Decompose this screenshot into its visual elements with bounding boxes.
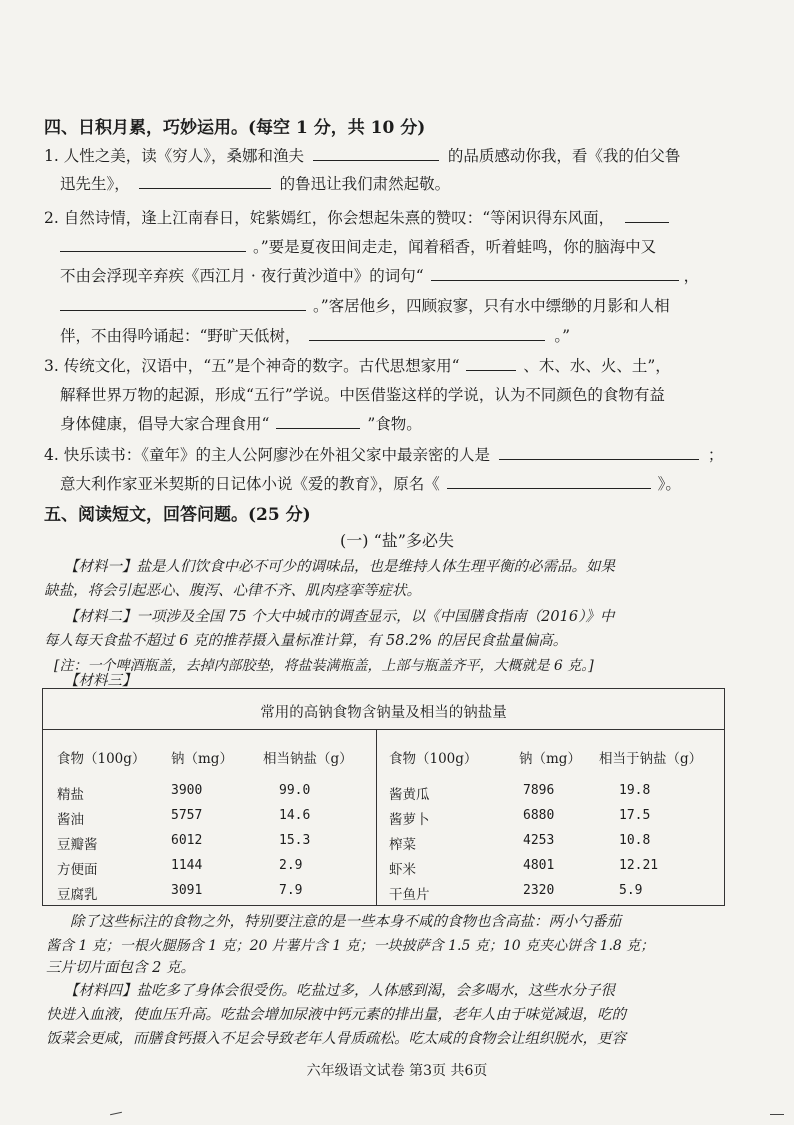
- header-salt-right: 相当于钠盐（g）: [599, 751, 703, 767]
- question-3-line-3: [60, 413, 422, 435]
- row-5-food-right: 干鱼片: [389, 887, 430, 903]
- row-4-food-right: 虾米: [389, 862, 416, 878]
- sodium-table: [42, 688, 725, 906]
- row-2-salt-right: 17.5: [619, 808, 651, 823]
- q4-text-b: ；: [707, 446, 724, 464]
- row-2-salt-left: 14.6: [279, 808, 311, 823]
- question-2-line-4: [60, 295, 670, 317]
- q4-text-c: 意大利作家亚米契斯的日记体小说《爱的教育》，原名《: [60, 475, 440, 493]
- row-5-sodium-left: 3091: [171, 883, 203, 898]
- header-food-right: 食物（100g）: [389, 751, 478, 767]
- question-1-line-2: [60, 173, 450, 195]
- q3-blank-1[interactable]: [466, 356, 516, 371]
- q2-blank-1a[interactable]: [625, 208, 669, 223]
- q1-blank-2[interactable]: [139, 174, 271, 189]
- q2-blank-2a[interactable]: [431, 266, 679, 281]
- section-5-heading: 五、阅读短文，回答问题。(25 分): [44, 505, 311, 525]
- q4-text-d: 》。: [657, 475, 681, 493]
- q1-text-b: 的品质感动你我，看《我的伯父鲁: [447, 147, 681, 165]
- material-2-line-1: 【材料二】一项涉及全国 75 个大中城市的调查显示，以《中国膳食指南（2016）》中: [64, 609, 615, 625]
- row-3-food-right: 榨菜: [389, 837, 416, 853]
- row-5-salt-right: 5.9: [619, 883, 643, 898]
- q1-blank-1[interactable]: [313, 146, 439, 161]
- row-3-salt-left: 15.3: [279, 833, 311, 848]
- row-3-sodium-right: 4253: [523, 833, 555, 848]
- row-1-sodium-left: 3900: [171, 783, 203, 798]
- q2-blank-2b[interactable]: [60, 296, 306, 311]
- paragraph-line-2: 酱含 1 克；一根火腿肠含 1 克；20 片薯片含 1 克；一块披萨含 1.5 克；10 克夹心饼含 1.8 克；: [46, 938, 655, 954]
- q2-text-a: 2. 自然诗情，逢上江南春日，姹紫嫣红，你会想起朱熹的赞叹：“等闲识得东风面，: [44, 209, 615, 227]
- row-5-salt-left: 7.9: [279, 883, 303, 898]
- q2-text-c: 不由会浮现辛弃疾《西江月 · 夜行黄沙道中》的词句“: [60, 267, 424, 285]
- question-2-line-1: [44, 207, 669, 229]
- row-2-sodium-right: 6880: [523, 808, 555, 823]
- q3-text-d: 身体健康，倡导大家合理食用“: [60, 415, 270, 433]
- row-4-salt-right: 12.21: [619, 858, 659, 873]
- q2-blank-1b[interactable]: [60, 237, 246, 252]
- question-3-line-1: [44, 355, 671, 377]
- q2-text-b: 。”要是夏夜田间走走，闻着稻香，听着蛙鸣，你的脑海中又: [252, 238, 657, 256]
- question-4-line-2: [60, 473, 681, 495]
- material-3-label: 【材料三】: [64, 673, 137, 689]
- row-5-food-left: 豆腐乳: [57, 887, 98, 903]
- passage-title: (一) “盐”多必失: [340, 531, 454, 550]
- row-1-salt-right: 19.8: [619, 783, 651, 798]
- row-1-sodium-right: 7896: [523, 783, 555, 798]
- q3-blank-2[interactable]: [276, 414, 360, 429]
- header-sodium-right: 钠（mg）: [519, 751, 581, 767]
- row-1-salt-left: 99.0: [279, 783, 311, 798]
- row-1-food-left: 精盐: [57, 787, 84, 803]
- material-1-line-2: 缺盐，将会引起恶心、腹泻、心律不齐、肌肉痉挛等症状。: [44, 583, 421, 599]
- row-1-food-right: 酱黄瓜: [389, 787, 430, 803]
- q2-blank-3[interactable]: [309, 326, 545, 341]
- material-4-line-1: 【材料四】盐吃多了身体会很受伤。吃盐过多，人体感到渴，会多喝水，这些水分子很: [64, 983, 615, 999]
- table-title: 常用的高钠食物含钠量及相当的钠盐量: [260, 705, 507, 721]
- header-food-left: 食物（100g）: [57, 751, 146, 767]
- q4-text-a: 4. 快乐读书：《童年》的主人公阿廖沙在外祖父家中最亲密的人是: [44, 446, 490, 464]
- row-5-sodium-right: 2320: [523, 883, 555, 898]
- row-2-food-right: 酱萝卜: [389, 812, 430, 828]
- row-2-sodium-left: 5757: [171, 808, 203, 823]
- row-4-sodium-left: 1144: [171, 858, 203, 873]
- note-line: [注：一个啤酒瓶盖，去掉内部胶垫，将盐装满瓶盖，上部与瓶盖齐平，大概就是 6 克。]: [54, 658, 594, 674]
- row-4-food-left: 方便面: [57, 862, 98, 878]
- table-center-divider: [376, 729, 377, 905]
- q3-text-a: 3. 传统文化，汉语中，“五”是个神奇的数字。古代思想家用“: [44, 357, 460, 375]
- material-2-line-2: 每人每天食盐不超过 6 克的推荐摄入量标准计算，有 58.2% 的居民食盐量偏高。: [44, 633, 568, 649]
- q1-text-a: 1. 人性之美，读《穷人》，桑娜和渔夫: [44, 147, 304, 165]
- material-4-line-2: 快进入血液，使血压升高。吃盐会增加尿液中钙元素的排出量，老年人由于味觉减退，吃的: [46, 1007, 626, 1023]
- question-4-line-1: [44, 444, 723, 466]
- question-1-line-1: [44, 145, 680, 167]
- row-3-salt-right: 10.8: [619, 833, 651, 848]
- paragraph-line-3: 三片切片面包含 2 克。: [46, 960, 195, 976]
- paragraph-line-1: 除了这些标注的食物之外，特别要注意的是一些本身不咸的食物也含高盐：两小勺番茄: [70, 914, 621, 930]
- material-1-line-1: 【材料一】盐是人们饮食中必不可少的调味品，也是维持人体生理平衡的必需品。如果: [64, 559, 615, 575]
- q4-blank-2[interactable]: [447, 474, 651, 489]
- header-salt-left: 相当钠盐（g）: [263, 751, 353, 767]
- row-4-salt-left: 2.9: [279, 858, 303, 873]
- question-3-line-2: 解释世界万物的起源，形成“五行”学说。中医借鉴这样的学说，认为不同颜色的食物有益: [60, 386, 665, 404]
- section-4-heading: 四、日积月累，巧妙运用。(每空 1 分，共 10 分): [44, 118, 426, 138]
- row-3-food-left: 豆瓣酱: [57, 837, 98, 853]
- question-2-line-5: [60, 325, 570, 347]
- q3-text-b: 、木、水、火、土”，: [523, 357, 671, 375]
- q2-text-f: 。”: [554, 327, 570, 345]
- material-4-line-3: 饭菜会更咸，而膳食钙摄入不足会导致老年人骨质疏松。吃太咸的食物会让组织脱水，更容: [46, 1031, 626, 1047]
- question-2-line-3: 不由会浮现辛弃疾《西江月 · 夜行黄沙道中》的词句“ ，: [60, 267, 700, 285]
- row-2-food-left: 酱油: [57, 812, 84, 828]
- page-footer: 六年级语文试卷 第3页 共6页: [306, 1063, 488, 1079]
- header-sodium-left: 钠（mg）: [171, 751, 233, 767]
- q3-text-e: ”食物。: [367, 415, 422, 433]
- q1-text-c: 迅先生》，: [60, 175, 130, 193]
- question-2-line-2: [60, 236, 656, 258]
- row-4-sodium-right: 4801: [523, 858, 555, 873]
- row-3-sodium-left: 6012: [171, 833, 203, 848]
- scan-mark-left: [110, 1112, 122, 1115]
- q2-text-d: 。”客居他乡，四顾寂寥，只有水中缥缈的月影和人相: [312, 297, 670, 315]
- q2-text-e: 伴，不由得吟诵起：“野旷天低树，: [60, 327, 301, 345]
- scan-mark-right: [770, 1114, 784, 1115]
- q1-text-d: 的鲁迅让我们肃然起敬。: [279, 175, 451, 193]
- q4-blank-1[interactable]: [499, 445, 699, 460]
- table-divider: [43, 729, 724, 730]
